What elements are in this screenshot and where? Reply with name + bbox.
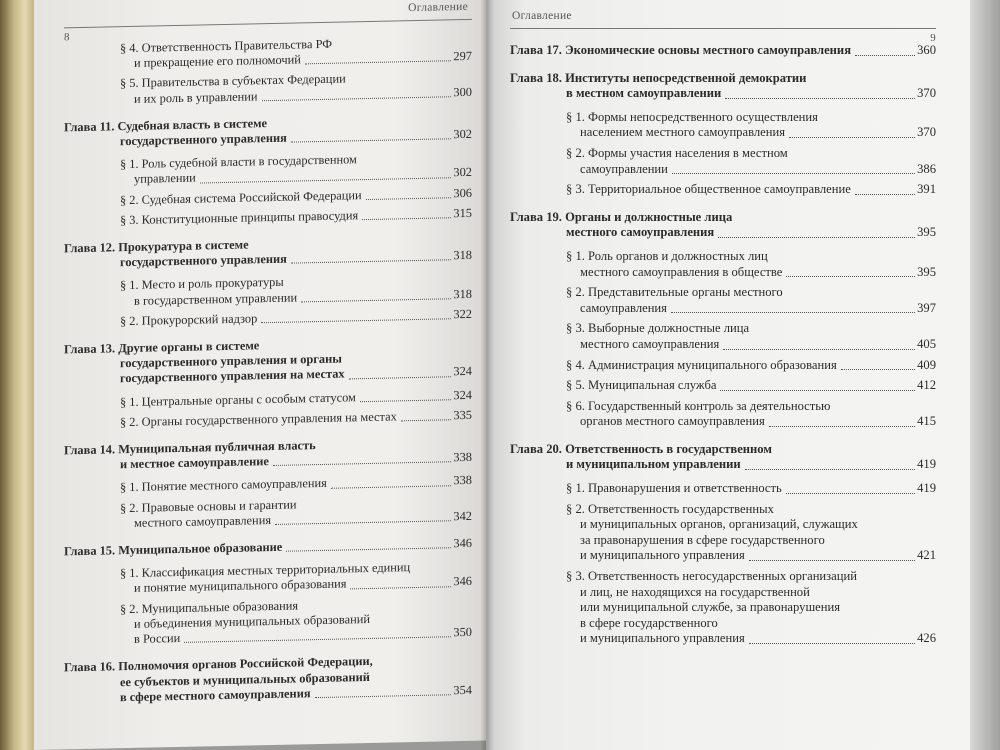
toc-entry-text: § 5. Правительства в субъектах Федерации [120,71,346,91]
toc-page-number: 346 [453,535,472,551]
toc-chapter [510,442,936,473]
toc-section [510,569,936,647]
toc-page-number: 338 [453,450,472,465]
toc-chapter [64,334,472,388]
page-number: 9 [930,32,936,44]
book-edge [0,0,36,750]
toc-entry-text: в сфере государственного [580,615,718,630]
toc-entry-text: государственного управления [120,251,287,270]
toc-entry-text: Глава 14. Муниципальная публичная власть [64,438,316,458]
dot-leader [671,312,915,313]
toc-entry-text: § 2. Судебная система Российской Федерации [120,187,362,207]
dot-leader [720,390,915,391]
toc-page-number: 405 [917,336,936,351]
dot-leader [769,426,915,427]
running-head [64,0,472,44]
toc-page-number: 419 [917,457,936,472]
dot-leader [360,399,452,402]
toc-page-number: 315 [453,205,472,221]
dot-leader [261,318,451,323]
dot-leader [315,694,452,698]
toc-entry-text: § 1. Центральные органы с особым статусом [120,389,356,409]
toc-page-number: 338 [453,473,472,488]
dot-leader [200,177,452,183]
dot-leader [349,376,452,379]
dot-leader [786,493,915,494]
toc-section [64,387,472,411]
toc-entry-text: государственного управления и органы [120,351,342,371]
dot-leader [275,520,451,525]
toc-entry-text: Глава 15. Муниципальное образование [64,539,283,559]
toc-section [510,358,936,374]
toc-entry-text: § 3. Конституционные принципы правосудия [120,208,359,228]
toc-entry-text: в России [134,631,181,646]
toc-entry-text: § 2. Муниципальные образования [120,598,299,616]
left-page [34,0,486,750]
toc-entry-text: § 2. Органы государственного управления на местах [120,409,397,430]
dot-leader [672,173,915,174]
dot-leader [331,485,452,489]
toc-entry-text: государственного управления на местах [120,366,345,386]
dot-leader [725,98,915,99]
toc-entry-text: местного самоуправления в обществе [580,264,783,279]
toc-entry-text: местного самоуправления [566,225,715,240]
toc-entry-text: государственного управления [120,130,287,149]
toc-entry-text: § 2. Правовые основы и гарантии [120,497,297,515]
dot-leader [262,96,452,101]
toc-entry-text: Глава 18. Институты непосредственной демократии [510,70,807,85]
toc-entry-text: § 5. Муниципальная служба [566,378,717,393]
toc-page-number: 386 [917,161,936,176]
toc-section [510,481,936,497]
page-number: 8 [64,31,70,44]
toc-entry-text: § 3. Территориальное общественное самоуправление [566,182,851,197]
toc-page-number: 354 [453,682,472,697]
toc-entry-text: и понятие муниципального образования [134,576,347,596]
dot-leader [749,560,915,561]
toc-page-number: 324 [453,387,472,402]
toc-section [64,473,472,497]
dot-leader [786,276,915,277]
toc-entry-text: или муниципальной службе, за правонарушения [580,600,841,615]
dot-leader [362,217,451,220]
toc-section [64,559,472,598]
toc-entry-text: Глава 19. Органы и должностные лица [510,209,733,224]
toc-entry-text: § 1. Формы непосредственного осуществления [566,109,818,124]
dot-leader [291,260,452,264]
toc-entry-text: и муниципальном управлении [566,457,741,472]
toc-entry-text: в государственном управлении [134,290,298,308]
table-of-contents [510,43,936,647]
dot-leader [855,55,915,56]
toc-entry-text: § 6. Государственный контроль за деятельностью [566,398,831,413]
toc-entry-text: § 3. Выборные должностные лица [566,321,750,336]
toc-entry-text: § 1. Роль судебной власти в государственном [120,152,357,172]
toc-entry-text: § 1. Правонарушения и ответственность [566,481,782,496]
right-page [486,0,976,750]
toc-entry-text: § 3. Ответственность негосударственных организаций [566,569,857,584]
toc-entry-text: местного самоуправления [134,512,272,530]
toc-page-number: 426 [917,631,936,646]
toc-entry-text: § 1. Место и роль прокуратуры [120,275,284,293]
toc-page-number: 412 [917,378,936,393]
toc-entry-text: Глава 11. Судебная власть в системе [64,115,268,135]
toc-page-number: 395 [917,264,936,279]
toc-section [64,271,472,310]
toc-section [64,185,472,209]
dot-leader [305,61,452,65]
page-edge-shadow [970,0,1000,750]
toc-chapter [64,435,472,474]
toc-page-number: 324 [453,364,472,379]
dot-leader [291,138,452,142]
dot-leader [723,349,915,350]
toc-section [64,34,472,73]
toc-section [64,595,472,649]
toc-entry-text: самоуправлении [580,161,668,176]
running-head [510,10,936,44]
toc-chapter [510,71,936,102]
toc-page-number: 300 [453,84,472,99]
toc-section [64,493,472,532]
toc-entry-text: и их роль в управлении [134,88,258,106]
dot-leader [745,469,915,470]
toc-entry-text: Глава 20. Ответственность в государственном [510,441,772,456]
toc-page-number: 302 [453,165,472,180]
toc-entry-text: Глава 17. Экономические основы местного самоуправления [510,43,852,57]
dot-leader [749,643,915,644]
toc-entry-text: и объединения муниципальных образований [134,611,370,631]
toc-entry-text: Глава 13. Другие органы в системе [64,338,260,357]
toc-chapter [64,233,472,272]
dot-leader [286,548,451,552]
toc-section [510,249,936,280]
table-of-contents [64,34,472,706]
toc-entry-text: в местном самоуправлении [566,86,722,101]
toc-chapter [64,112,472,151]
toc-page-number: 297 [453,49,472,64]
toc-section [64,69,472,108]
toc-page-number: 322 [453,306,472,322]
toc-entry-text: § 1. Роль органов и должностных лиц [566,248,768,263]
toc-chapter [64,536,472,560]
toc-page-number: 409 [917,357,936,372]
toc-entry-text: органов местного самоуправления [580,414,765,429]
toc-section [64,150,472,189]
toc-page-number: 350 [453,624,472,640]
toc-entry-text: § 2. Представительные органы местного [566,285,783,300]
dot-leader [718,237,915,238]
toc-page-number: 318 [453,286,472,301]
toc-entry-text: § 1. Понятие местного самоуправления [120,476,327,495]
toc-entry-text: в сфере местного самоуправления [120,685,311,704]
dot-leader [789,137,915,138]
toc-section [510,182,936,198]
toc-section [510,378,936,394]
dot-leader [184,637,451,644]
toc-section [510,146,936,177]
toc-entry-text: населением местного самоуправления [580,125,785,140]
toc-chapter [510,210,936,241]
toc-entry-text: ее субъектов и муниципальных образований [120,669,370,689]
toc-entry-text: и муниципального управления [580,548,745,563]
dot-leader [366,197,452,200]
toc-page-number: 306 [453,185,472,200]
toc-entry-text: Глава 12. Прокуратура в системе [64,237,249,256]
dot-leader [855,194,915,195]
toc-page-number: 391 [917,182,936,197]
running-head-title: Оглавление [512,10,572,22]
toc-entry-text: самоуправления [580,300,667,315]
toc-page-number: 415 [917,414,936,429]
toc-section [64,206,472,230]
toc-section [64,307,472,331]
toc-page-number: 395 [917,225,936,240]
toc-page-number: 397 [917,300,936,315]
toc-section [510,285,936,316]
toc-section [510,321,936,352]
toc-entry-text: и муниципального управления [580,631,745,646]
toc-page-number: 370 [917,125,936,140]
toc-section [510,502,936,564]
toc-section [510,110,936,141]
toc-entry-text: и муниципальных органов, организаций, служащих [580,517,858,532]
toc-section [510,399,936,430]
book-gutter [480,0,494,750]
toc-page-number: 342 [453,508,472,524]
toc-entry-text: § 4. Ответственность Правительства РФ [120,36,333,56]
dot-leader [273,462,452,467]
toc-page-number: 302 [453,126,472,142]
dot-leader [301,298,451,302]
toc-page-number: 419 [917,481,936,496]
toc-entry-text: и местное самоуправление [120,454,269,472]
toc-page-number: 360 [917,43,936,57]
toc-entry-text: § 2. Формы участия населения в местном [566,145,788,160]
toc-page-number: 370 [917,86,936,101]
toc-entry-text: и лиц, не находящихся на государственной [580,584,810,599]
dot-leader [350,586,451,589]
toc-entry-text: Глава 16. Полномочия органов Российской Федерации, [64,654,373,675]
toc-page-number: 421 [917,548,936,563]
toc-page-number: 318 [453,248,472,263]
toc-page-number: 346 [453,574,472,589]
toc-section [64,408,472,432]
toc-chapter [510,43,936,59]
running-head-title: Оглавление [408,0,468,15]
toc-entry-text: § 1. Классификация местных территориальных единиц [120,560,411,581]
dot-leader [401,419,452,421]
toc-entry-text: § 2. Ответственность государственных [566,501,774,516]
toc-entry-text: и прекращение его полномочий [134,52,301,71]
toc-entry-text: местного самоуправления [580,336,720,351]
toc-chapter [64,652,472,706]
dot-leader [841,369,915,370]
toc-entry-text: управлении [134,171,196,187]
toc-entry-text: § 2. Прокурорский надзор [120,311,258,329]
toc-entry-text: § 4. Администрация муниципального образования [566,357,837,372]
toc-entry-text: за правонарушения в сфере государственного [580,532,825,547]
toc-page-number: 335 [453,407,472,423]
